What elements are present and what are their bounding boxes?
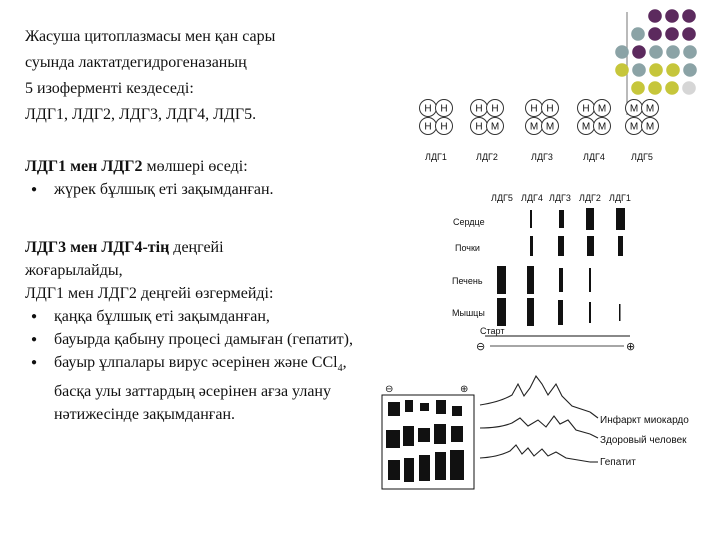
- isoenzyme-tetramer: [626, 100, 659, 163]
- column-label: ЛДГ4: [521, 193, 543, 203]
- bullet-text: , басқа улы заттардың әсерінен ағза улану нәтижесінде зақымданған.: [54, 354, 347, 424]
- column-label: ЛДГ3: [549, 193, 571, 203]
- band: [559, 210, 564, 228]
- column-label: ЛДГ1: [609, 193, 631, 203]
- band: [616, 208, 625, 230]
- band: [589, 268, 591, 292]
- curve-label: Гепатит: [600, 457, 636, 468]
- section-heading-bold: ЛДГ1 мен ЛДГ2: [25, 158, 143, 175]
- tissue-label: Печень: [452, 276, 483, 286]
- section-text-line: ЛДГ1 мен ЛДГ2 деңгейі өзгермейді:: [25, 285, 274, 302]
- tissue-label: Почки: [455, 243, 480, 253]
- plus-electrode: ⊕: [460, 384, 469, 395]
- subunit-label: М: [597, 121, 607, 133]
- subunit-label: Н: [440, 121, 448, 133]
- isoenzyme-tetramer: [471, 100, 504, 163]
- bullet-text: бауыр ұлпалары вирус әсерінен және CCl: [54, 354, 338, 371]
- isoenzyme-tetramer: [420, 100, 453, 163]
- band: [619, 304, 621, 321]
- band: [589, 302, 591, 323]
- band: [530, 236, 533, 256]
- subunit-label: Н: [424, 121, 432, 133]
- band: [530, 210, 532, 228]
- subunit-label: М: [545, 121, 555, 133]
- minus-electrode: ⊖: [385, 384, 394, 395]
- column-label: ЛДГ2: [579, 193, 601, 203]
- band: [527, 266, 534, 294]
- subunit-label: М: [581, 121, 591, 133]
- subunit-label: Н: [582, 103, 590, 115]
- isoenzyme-label: ЛДГ4: [583, 152, 605, 162]
- isoenzyme-list: ЛДГ1, ЛДГ2, ЛДГ3, ЛДГ4, ЛДГ5.: [25, 106, 257, 123]
- section-text-line: жоғарылайды,: [25, 262, 123, 279]
- isoenzyme-label: ЛДГ5: [631, 152, 653, 162]
- band: [497, 298, 506, 326]
- curve-label: Здоровый человек: [600, 435, 687, 446]
- subunit-label: Н: [530, 103, 538, 115]
- band: [587, 236, 594, 256]
- subunit-label: Н: [475, 121, 483, 133]
- section-heading-text: деңгейі: [169, 239, 224, 256]
- isoenzyme-label: ЛДГ3: [531, 152, 553, 162]
- section-heading-bold: ЛДГ3 мен ЛДГ4-тің: [25, 239, 170, 256]
- subunit-label: М: [645, 103, 655, 115]
- band: [558, 300, 563, 325]
- section-heading-text: мөлшері өседі:: [142, 158, 248, 175]
- band: [527, 298, 534, 326]
- isoenzyme-tetramers: [420, 100, 659, 163]
- isoenzyme-tetramer: [578, 100, 611, 163]
- band: [586, 208, 594, 230]
- tissue-label: Сердце: [453, 217, 485, 227]
- isoenzyme-label: ЛДГ2: [476, 152, 498, 162]
- electrophoresis-panel: [452, 193, 635, 353]
- subunit-label: М: [629, 103, 639, 115]
- subunit-label: Н: [546, 103, 554, 115]
- intro-line: Жасуша цитоплазмасы мен қан сары: [25, 28, 276, 45]
- band: [618, 236, 623, 256]
- start-label: Старт: [480, 326, 505, 336]
- tissue-label: Мышцы: [452, 308, 485, 318]
- subunit-label: Н: [440, 103, 448, 115]
- band: [558, 236, 564, 256]
- gel-photo: [382, 384, 474, 489]
- plus-electrode: ⊕: [626, 341, 636, 353]
- intro-line: 5 изоферменті кездеседі:: [25, 80, 194, 97]
- intro-line: суында лактатдегидрогеназаның: [25, 54, 247, 71]
- subunit-label: Н: [491, 103, 499, 115]
- band: [497, 266, 506, 294]
- densitometry-curves: [480, 376, 598, 462]
- subunit-label: М: [645, 121, 655, 133]
- subscript: 4: [337, 363, 343, 375]
- band: [559, 268, 563, 292]
- curve-label: Инфаркт миокардо: [600, 415, 689, 426]
- subunit-label: Н: [424, 103, 432, 115]
- bullet-item: ● бауырда қабыну процесі дамыған (гепатит),: [25, 328, 385, 351]
- bullet-item: ● қаңқа бұлшық еті зақымданған,: [25, 305, 385, 328]
- subunit-label: Н: [475, 103, 483, 115]
- isoenzyme-label: ЛДГ1: [425, 152, 447, 162]
- isoenzyme-tetramer: [526, 100, 559, 163]
- subunit-label: М: [629, 121, 639, 133]
- subunit-label: М: [490, 121, 500, 133]
- subunit-label: М: [529, 121, 539, 133]
- subunit-label: М: [597, 103, 607, 115]
- column-label: ЛДГ5: [491, 193, 513, 203]
- bullet-item: ● жүрек бұлшық еті зақымданған.: [25, 178, 385, 201]
- minus-electrode: ⊖: [476, 341, 486, 353]
